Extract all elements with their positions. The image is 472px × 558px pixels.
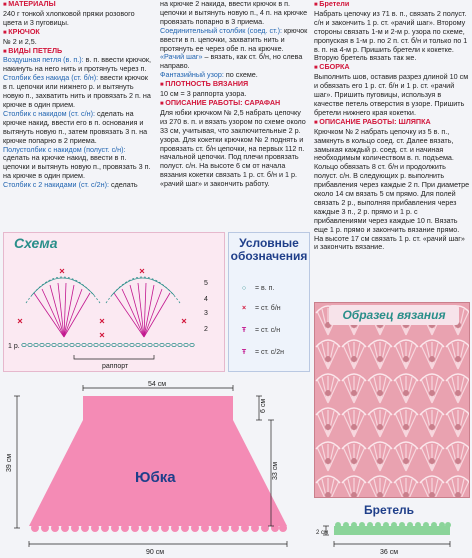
chart-title: Схема bbox=[14, 235, 58, 251]
strap-diagram bbox=[314, 498, 470, 558]
legend-title-line2: обозначения bbox=[230, 249, 308, 263]
sundress-heading: ■ ОПИСАНИЕ РАБОТЫ: САРАФАН bbox=[160, 99, 310, 109]
crochet-chart bbox=[3, 232, 225, 372]
loop-tr: Столбик с 2 накидами (ст. с/2н): сделать bbox=[3, 180, 138, 190]
base-chain bbox=[22, 343, 194, 346]
chain-symbol-icon: ○ bbox=[241, 285, 247, 292]
fancy-pattern: Фантазийный узор: по схеме. bbox=[160, 70, 258, 80]
strap-scallops bbox=[335, 522, 451, 528]
sc-crosses bbox=[18, 269, 186, 337]
loop-sc: Столбик без накида (ст. б/н): ввести крючок в п. цепочки или нижнего р. и вытянуть новую п., захватить нить и провязать 2 п. на крючке в один прием. bbox=[3, 73, 151, 109]
loop-hdc: Полустолбик с накидом (полуст. с/н): сделать на крючке накид, ввести в п. цепочки и вытянуть новую п., провязать 3 п. на крючке в один прием. bbox=[3, 144, 151, 181]
dim-bottom-width: 90 см bbox=[146, 549, 165, 556]
materials-heading: ■ МАТЕРИАЛЫ bbox=[3, 0, 153, 10]
dim-yoke-height: 6 см bbox=[260, 398, 267, 413]
lace-texture bbox=[315, 303, 470, 498]
legend-item-chain: ○ = в. п. bbox=[235, 285, 274, 292]
dim-top-width: 54 см bbox=[148, 381, 167, 388]
tr-continuation: на крючке 2 накида, ввести крючок в п. цепочки и вытянуть новую п., 4 п. на крючке провязать попарно в 3 приема. bbox=[160, 0, 308, 26]
legend-title-line1: Условные bbox=[239, 236, 299, 250]
strap-label: Бретель bbox=[364, 503, 415, 517]
column-right bbox=[314, 0, 470, 252]
skirt-pattern bbox=[3, 378, 309, 556]
row-label-2: 2 bbox=[204, 326, 208, 333]
hat-text: Крючком № 2 набрать цепочку из 5 в. п., замкнуть в кольцо соед. ст. Далее вязать, замыкая каждый р. соед. ст. и начиная необходимым количеством в. п. подъема. Кольцо обвязать 8 ст. б/н и продолжить полуст. с/н. В следующих р. выполнить прибавления через каждые 2 п. При диаметре около 14 см вязать 5 см прямо. Для полей связать 2 р., выполняя прибавления через каждые 3 п., 2 р. прямо и 1 р. с прибавлениями через каждые 10 п. Вязать еще 1 р. прямо и закончить вязание прямо. На высоте 17 см связать 1 р. ст. «рачий шаг» и закончить вязание. bbox=[314, 126, 470, 252]
materials-text: 240 г тонкой хлопковой пряжи розового цвета и 3 пуговицы. bbox=[3, 8, 135, 27]
assembly-heading: ■ СБОРКА bbox=[314, 63, 470, 73]
cross-symbol-icon: × bbox=[241, 305, 247, 312]
dim-skirt-height: 33 см bbox=[272, 461, 279, 480]
row-label-3: 3 bbox=[204, 310, 208, 317]
loop-air: Воздушная петля (в. п.): в. п. ввести крючок, накинуть на него нить и протянуть через п. bbox=[3, 55, 152, 74]
strap-height: 2 см bbox=[316, 530, 329, 536]
legend-item-dc: Ŧ = ст. с/н bbox=[235, 327, 280, 334]
skirt-label: Юбка bbox=[135, 469, 176, 486]
fan-motif-left bbox=[26, 277, 100, 337]
strap-pattern bbox=[314, 498, 470, 558]
hook-text: № 2 и 2,5. bbox=[3, 36, 37, 46]
loop-slip: Соединительный столбик (соед. ст.): крючок ввести в п. цепочки, захватить нить и протянуть ее через обе п. на крючке. bbox=[160, 25, 308, 53]
loop-dc: Столбик с накидом (ст. с/н): сделать на крючке накид, ввести его в п. основания и вытянуть новую п., затем провязать 3 п. на крючке попарно в 2 приема. bbox=[3, 108, 148, 145]
row-label-4: 4 bbox=[204, 296, 208, 303]
density-heading: ■ ПЛОТНОСТЬ ВЯЗАНИЯ bbox=[160, 80, 310, 90]
legend-panel bbox=[228, 232, 310, 372]
sundress-text: Для юбки крючком № 2,5 набрать цепочку из 270 в. п. и вязать узором по схеме около 33 см, учитывая, что заключительные 2 р. узора. Для кокетки крючком № 2 поднять и провязать ст. б/н цепочки, на первых 112 п. начальной цепочки. Под плечи провязать полуст. с/н. На высоте 6 см от начала вязания кокетки связать 1 р. ст. б/н и 1 р. «рачий шаг» и закончить работу. bbox=[160, 107, 306, 189]
straps-text: Набрать цепочку из 71 в. п., связать 2 полуст. с/н и закончить 1 р. ст. «рачий шаг». Второму стороны связать 1-м и 2-м р. узора по схеме, пропуская в 1-м р. по 2 п. ст. б/н и только по 1 в. п. на 4-м р. Пришить бретели к кокетке. Вторую бретель вязать так же. bbox=[314, 8, 468, 63]
column-left bbox=[3, 0, 153, 190]
fan-motif-right bbox=[106, 277, 180, 337]
skirt-diagram bbox=[3, 378, 309, 556]
rapport-bracket bbox=[74, 355, 154, 359]
legend-item-sc: × = ст. б/н bbox=[235, 305, 281, 312]
assembly-text: Выполнить шов, оставив разрез длиной 10 см и обвязать его 1 р. ст. б/н и 1 р. ст. «рачий шаг». Пришить пуговицы, используя в качестве петель отверстия в узоре. Пришить бретели нижнего края кокетки. bbox=[314, 72, 469, 117]
column-middle bbox=[160, 0, 310, 189]
hat-heading: ■ ОПИСАНИЕ РАБОТЫ: ШЛЯПКА bbox=[314, 118, 470, 128]
chart-diagram bbox=[4, 233, 226, 373]
loop-crab: «Рачий шаг» – вязать, как ст. б/н, но слева направо. bbox=[160, 52, 303, 71]
density-text: 10 см = 3 раппорта узора. bbox=[160, 89, 247, 99]
row-label-1: 1 р. bbox=[8, 343, 20, 350]
straps-heading: ■ Бретели bbox=[314, 0, 470, 10]
knitting-sample-photo bbox=[314, 302, 470, 498]
dim-total-height: 39 см bbox=[6, 453, 13, 472]
tr-symbol-icon: Ŧ bbox=[241, 349, 247, 356]
hook-heading: ■ КРЮЧОК bbox=[3, 28, 153, 38]
rapport-label: раппорт bbox=[102, 363, 129, 370]
dc-symbol-icon: Ŧ bbox=[241, 327, 247, 334]
strap-width: 36 см bbox=[380, 549, 399, 556]
photo-title: Образец вязания bbox=[329, 305, 459, 325]
loops-heading: ■ ВИДЫ ПЕТЕЛЬ bbox=[3, 47, 153, 57]
skirt-yoke bbox=[83, 396, 233, 420]
legend-item-tr: Ŧ = ст. с/2н bbox=[235, 349, 284, 356]
row-label-5: 5 bbox=[204, 280, 208, 287]
